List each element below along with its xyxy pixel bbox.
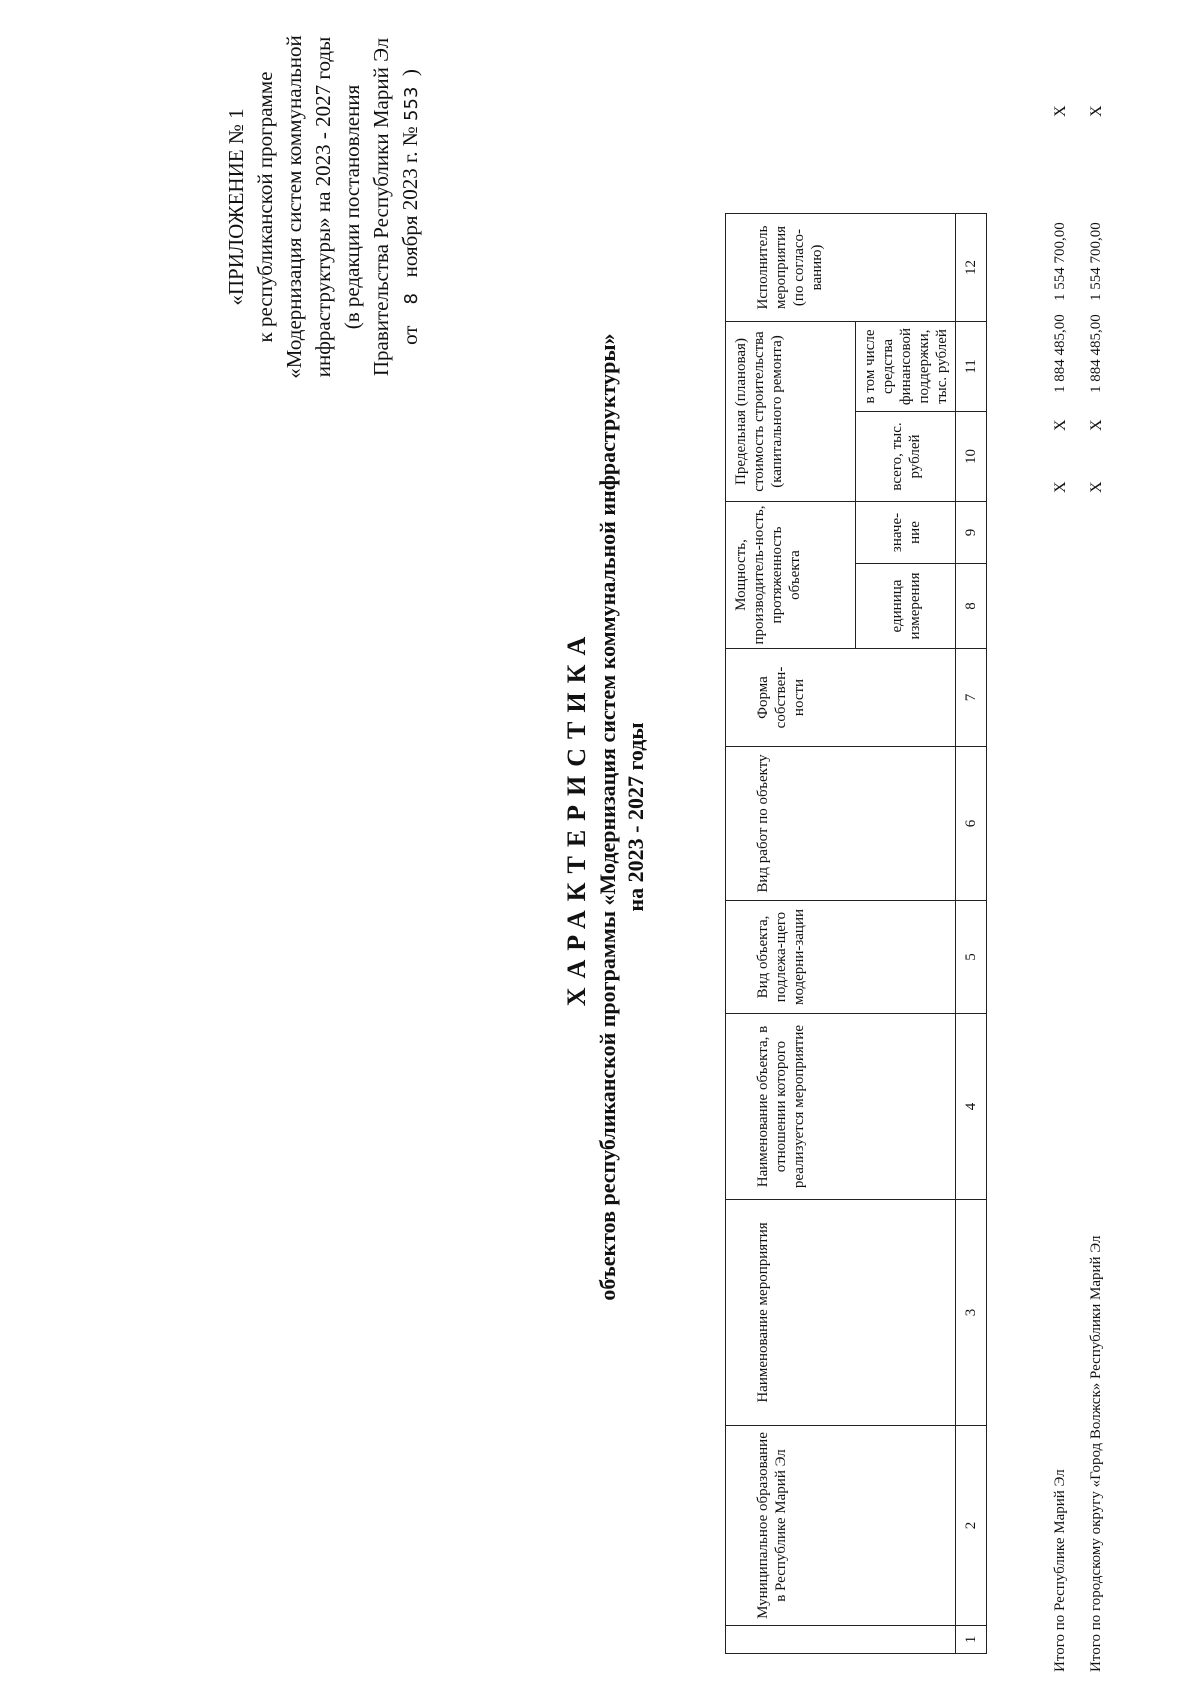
header-total-cost: всего, тыс. рублей (856, 412, 956, 502)
doc-number: 553 (401, 86, 422, 121)
total-cost: 1 884 485,00 (1052, 314, 1068, 393)
date-rest: ноября 2023 г. № (398, 126, 422, 278)
column-number: 12 (956, 214, 987, 322)
header-event-name: Наименование мероприятия (726, 1200, 956, 1426)
column-number: 6 (956, 747, 987, 901)
header-support-funds: в том числе средства финансовой поддержки, тыс. рублей (856, 322, 956, 412)
total-cost: 1 884 485,00 (1088, 314, 1104, 393)
column-number: 10 (956, 412, 987, 502)
total-value: Х (1052, 419, 1069, 431)
header-capacity-group: Мощность, производитель-ность, протяженность объекта (726, 502, 856, 649)
column-number: 4 (956, 1014, 987, 1200)
appendix-line: Правительства Республики Марий Эл (369, 37, 393, 377)
title-period: на 2023 - 2027 годы (623, 722, 648, 912)
column-number: 7 (956, 649, 987, 747)
objects-table (725, 213, 987, 1654)
column-number: 11 (956, 322, 987, 412)
total-unit: Х (1088, 481, 1105, 493)
total-unit: Х (1052, 481, 1069, 493)
title-heading: ХАРАКТЕРИСТИКА (562, 627, 591, 1007)
appendix-line: инфраструктуры» на 2023 - 2027 годы (311, 36, 335, 378)
total-label: Итого по Республике Марий Эл (1052, 1469, 1068, 1672)
appendix-line: (в редакции постановления (340, 84, 364, 330)
header-unit: единица измерения (856, 564, 956, 649)
header-value: значе-ние (856, 502, 956, 564)
total-support: 1 554 700,00 (1088, 222, 1104, 301)
appendix-line: к республиканской программе (253, 71, 277, 343)
header-work-type: Вид работ по объекту (726, 747, 956, 901)
appendix-date-line (396, 7, 426, 407)
appendix-line: «Модернизация систем коммунальной (282, 35, 306, 379)
header-municipality: Муниципальное образование в Республике Марий Эл (726, 1426, 956, 1626)
total-value: Х (1088, 419, 1105, 431)
document-title (560, 0, 650, 1637)
column-number: 8 (956, 564, 987, 649)
close-paren: ) (398, 69, 422, 77)
column-numbers-row (956, 214, 987, 1654)
date-prefix: от (398, 325, 422, 345)
column-number: 9 (956, 502, 987, 564)
column-number: 2 (956, 1426, 987, 1626)
header-cost-group: Предельная (плановая) стоимость строительства (капитального ремонта) (726, 322, 856, 502)
column-number: 5 (956, 901, 987, 1014)
appendix-header (222, 7, 426, 407)
column-number: 3 (956, 1200, 987, 1426)
appendix-line: «ПРИЛОЖЕНИЕ № 1 (224, 108, 248, 306)
header-executor: Исполнитель мероприятия (по согласо-ванию) (726, 214, 956, 322)
table-header-row (726, 214, 856, 1654)
header-ownership: Форма собствен-ности (726, 649, 956, 747)
title-subtitle: объектов республиканской программы «Модернизация систем коммунальной инфраструктуры» (595, 333, 620, 1301)
total-executor: Х (1088, 105, 1105, 117)
total-support: 1 554 700,00 (1052, 222, 1068, 301)
header-col1 (726, 1626, 956, 1654)
header-object-name: Наименование объекта, в отношении которого реализуется мероприятие (726, 1014, 956, 1200)
column-number: 1 (956, 1626, 987, 1654)
header-object-type: Вид объекта, подлежа-щего модерни-зации (726, 901, 956, 1014)
total-executor: Х (1052, 105, 1069, 117)
total-label: Итого по городскому округу «Город Волжск» Республики Марий Эл (1088, 1235, 1104, 1672)
date-day: 8 (401, 293, 422, 305)
